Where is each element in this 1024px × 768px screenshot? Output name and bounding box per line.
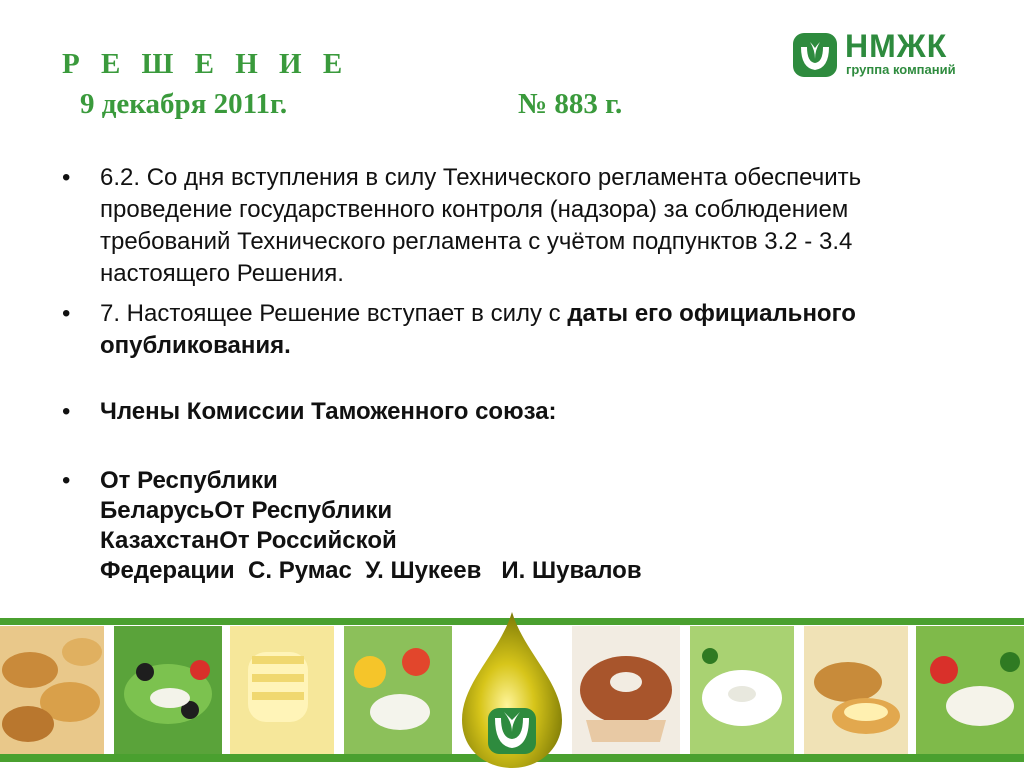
document-date: 9 декабря 2011г.: [80, 88, 288, 120]
bullet-icon: •: [62, 164, 71, 191]
food-photo-strip: [0, 612, 1024, 768]
list-item: [62, 466, 962, 586]
list-item: [62, 162, 962, 290]
bullet-icon: •: [62, 300, 71, 327]
item-bold-text: даты его официального опубликования.: [100, 300, 856, 359]
cake-photo: [572, 626, 680, 754]
signatory-line: КазахстанОт Российской: [100, 527, 397, 554]
vegetables-photo: [344, 626, 452, 754]
list-item: [62, 396, 962, 428]
salad-tomato-photo: [916, 626, 1024, 754]
document-title: Р Е Ш Е Н И Е: [62, 48, 350, 80]
salad-photo: [114, 626, 222, 754]
item-bold-text: Члены Комиссии Таможенного союза:: [100, 398, 557, 425]
bullet-icon: •: [62, 467, 71, 494]
butter-photo: [230, 626, 334, 754]
company-logo: [792, 30, 982, 80]
bullet-list: [62, 162, 962, 586]
pastry-photo: [0, 626, 104, 754]
salad-mayo-photo: [690, 626, 794, 754]
item-text: 6.2. Со дня вступления в силу Технического регламента обеспечить проведение государственного контроля (надзора) за соблюдением требований Технического регламента с учётом подпунктов 3.2 - 3.4 настоящего Решения.: [100, 164, 862, 287]
logo-subtitle: группа компаний: [846, 62, 956, 77]
logo-name: НМЖК: [845, 28, 948, 64]
bullet-icon: •: [62, 398, 71, 425]
signatory-line: Федерации С. Румас У. Шукеев И. Шувалов: [100, 557, 642, 584]
list-item: [62, 298, 962, 362]
nmzhk-logo-icon: [792, 32, 838, 78]
item-text: 7. Настоящее Решение вступает в силу с: [100, 300, 568, 327]
document-number: № 883 г.: [518, 88, 623, 120]
signatory-line: БеларусьОт Республики: [100, 497, 393, 524]
signatory-line: От Республики: [100, 467, 278, 494]
sandwich-photo: [804, 626, 908, 754]
